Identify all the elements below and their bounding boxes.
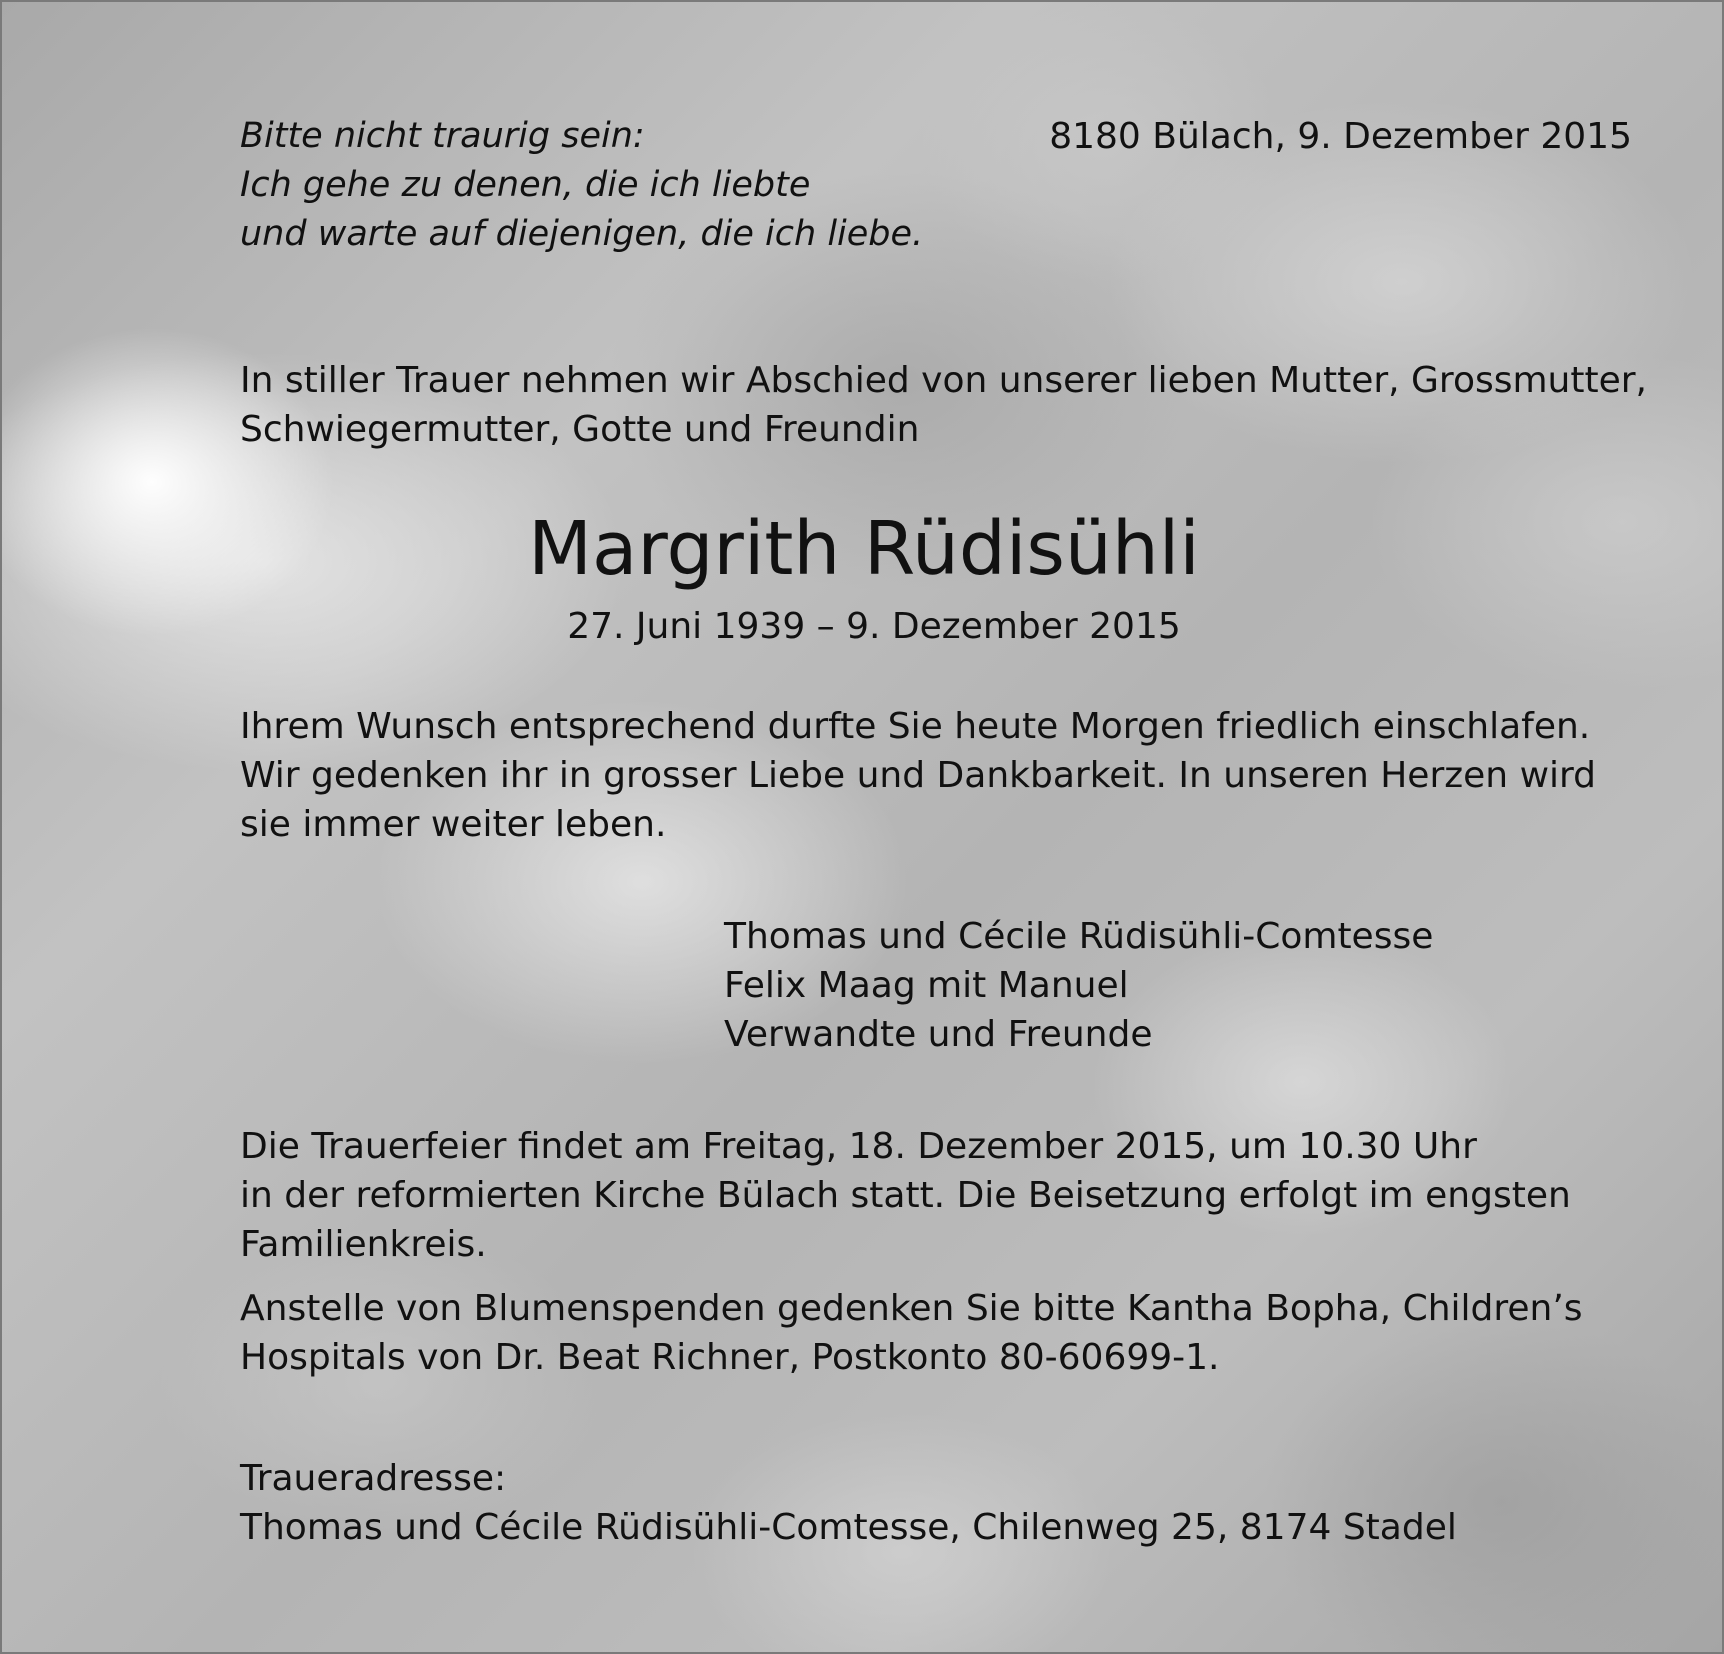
- intro-text: [240, 356, 1647, 454]
- mourning-address: Thomas und Cécile Rüdisühli-Comtesse, Chilenweg 25, 8174 Stadel: [240, 1507, 1457, 1548]
- donation-line-1: Anstelle von Blumenspenden gedenken Sie bitte Kantha Bopha, Children’s: [240, 1288, 1583, 1329]
- quote-line-1: Bitte nicht traurig sein:: [240, 116, 645, 156]
- mourner-item: Thomas und Cécile Rüdisühli-Comtesse: [724, 916, 1434, 957]
- ceremony-line-1: Die Trauerfeier findet am Freitag, 18. Dezember 2015, um 10.30 Uhr: [240, 1126, 1477, 1167]
- donation-line-2: Hospitals von Dr. Beat Richner, Postkonto 80-60699-1.: [240, 1337, 1220, 1378]
- donation-text: [240, 1284, 1583, 1382]
- intro-line-2: Schwiegermutter, Gotte und Freundin: [240, 409, 920, 450]
- wish-line-1: Ihrem Wunsch entsprechend durfte Sie heute Morgen friedlich einschlafen.: [240, 706, 1591, 747]
- intro-line-1: In stiller Trauer nehmen wir Abschied von unserer lieben Mutter, Grossmutter,: [240, 360, 1647, 401]
- wish-line-2: Wir gedenken ihr in grosser Liebe und Dankbarkeit. In unseren Herzen wird: [240, 755, 1597, 796]
- deceased-name: Margrith Rüdisühli: [528, 506, 1200, 592]
- mourners-list: [724, 912, 1433, 1059]
- quote: [240, 112, 923, 259]
- quote-line-3: und warte auf diejenigen, die ich liebe.: [240, 214, 924, 254]
- wish-line-3: sie immer weiter leben.: [240, 804, 667, 845]
- wish-text: [240, 702, 1596, 849]
- ceremony-line-2: in der reformierten Kirche Bülach statt. Die Beisetzung erfolgt im engsten: [240, 1175, 1571, 1216]
- ceremony-line-3: Familienkreis.: [240, 1224, 487, 1265]
- life-dates: 27. Juni 1939 – 9. Dezember 2015: [567, 606, 1181, 647]
- address-label: Traueradresse:: [240, 1458, 507, 1499]
- ceremony-text: [240, 1122, 1571, 1269]
- quote-line-2: Ich gehe zu denen, die ich liebte: [240, 165, 811, 205]
- mourner-item: Felix Maag mit Manuel: [724, 965, 1129, 1006]
- mourner-item: Verwandte und Freunde: [724, 1014, 1153, 1055]
- place-date: 8180 Bülach, 9. Dezember 2015: [1049, 116, 1632, 157]
